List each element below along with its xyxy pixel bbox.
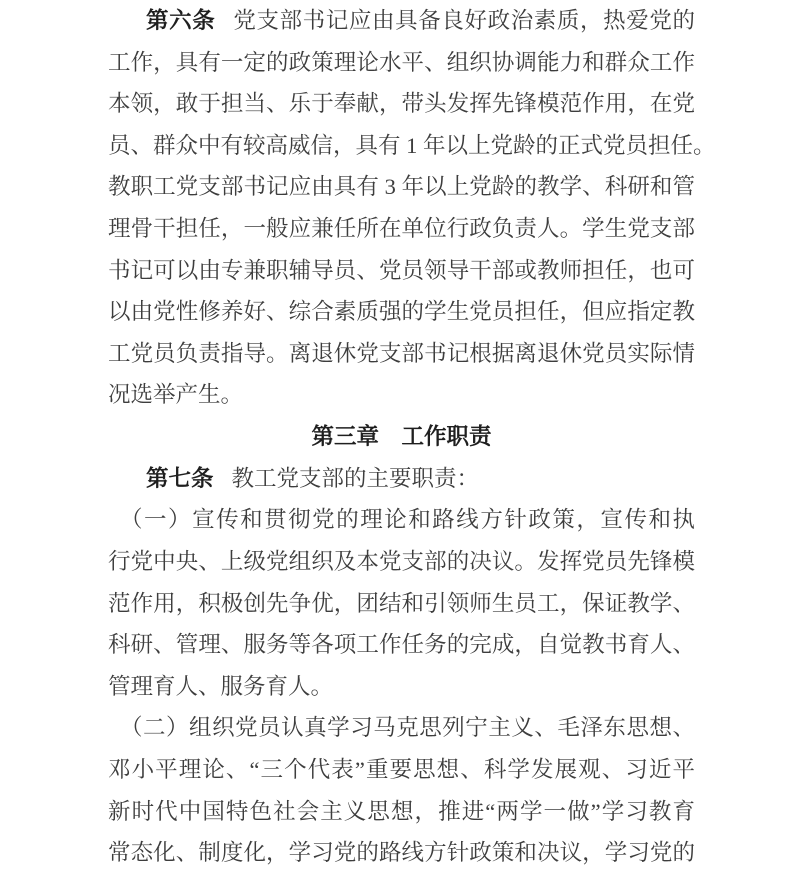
para6-line-2: 工作，具有一定的政策理论水平、组织协调能力和群众工作	[108, 49, 695, 75]
duty2-line-2: 邓小平理论、“三个代表”重要思想、科学发展观、习近平	[108, 756, 695, 782]
duty2-line-1: （二）组织党员认真学习马克思列宁主义、毛泽东思想、	[120, 715, 695, 741]
para6-line-7: 书记可以由专兼职辅导员、党员领导干部或教师担任，也可	[108, 257, 695, 283]
duty2-line-3: 新时代中国特色社会主义思想，推进“两学一做”学习教育	[108, 798, 695, 824]
para7-line-1-text: 教工党支部的主要职责：	[231, 465, 480, 491]
para7-line-1	[108, 458, 695, 500]
article-6-label: 第六条	[146, 8, 216, 33]
para6-line-3: 本领，敢于担当、乐于奉献，带头发挥先锋模范作用，在党	[108, 91, 695, 117]
para6-line-4: 员、群众中有较高威信，具有 1 年以上党龄的正式党员担任。	[108, 132, 716, 158]
article-7-label: 第七条	[146, 465, 214, 491]
chapter-3-heading: 第三章 工作职责	[311, 424, 492, 450]
duty1-line-3: 范作用，积极创先争优，团结和引领师生员工，保证教学、	[108, 590, 695, 616]
para6-line-9: 工党员负责指导。离退休党支部书记根据离退休党员实际情	[108, 340, 695, 366]
duty1-line-5: 管理育人、服务育人。	[108, 673, 334, 699]
para6-line-8: 以由党性修养好、综合素质强的学生党员担任，但应指定教	[108, 299, 695, 325]
duty1-line-2: 行党中央、上级党组织及本党支部的决议。发挥党员先锋模	[108, 548, 695, 574]
duty2-line-4: 常态化、制度化，学习党的路线方针政策和决议，学习党的	[108, 840, 695, 866]
para6-line-6: 理骨干担任，一般应兼任所在单位行政负责人。学生党支部	[108, 216, 695, 242]
para6-line-1-text: 党支部书记应由具备良好政治素质，热爱党的	[233, 8, 695, 33]
para6-line-10: 况选举产生。	[108, 382, 244, 408]
duty1-line-1: （一）宣传和贯彻党的理论和路线方针政策，宣传和执	[120, 507, 695, 533]
para6-line-1	[108, 0, 695, 42]
para6-line-5: 教职工党支部书记应由具有 3 年以上党龄的教学、科研和管	[108, 174, 695, 200]
duty1-line-4: 科研、管理、服务等各项工作任务的完成，自觉教书育人、	[108, 632, 695, 658]
